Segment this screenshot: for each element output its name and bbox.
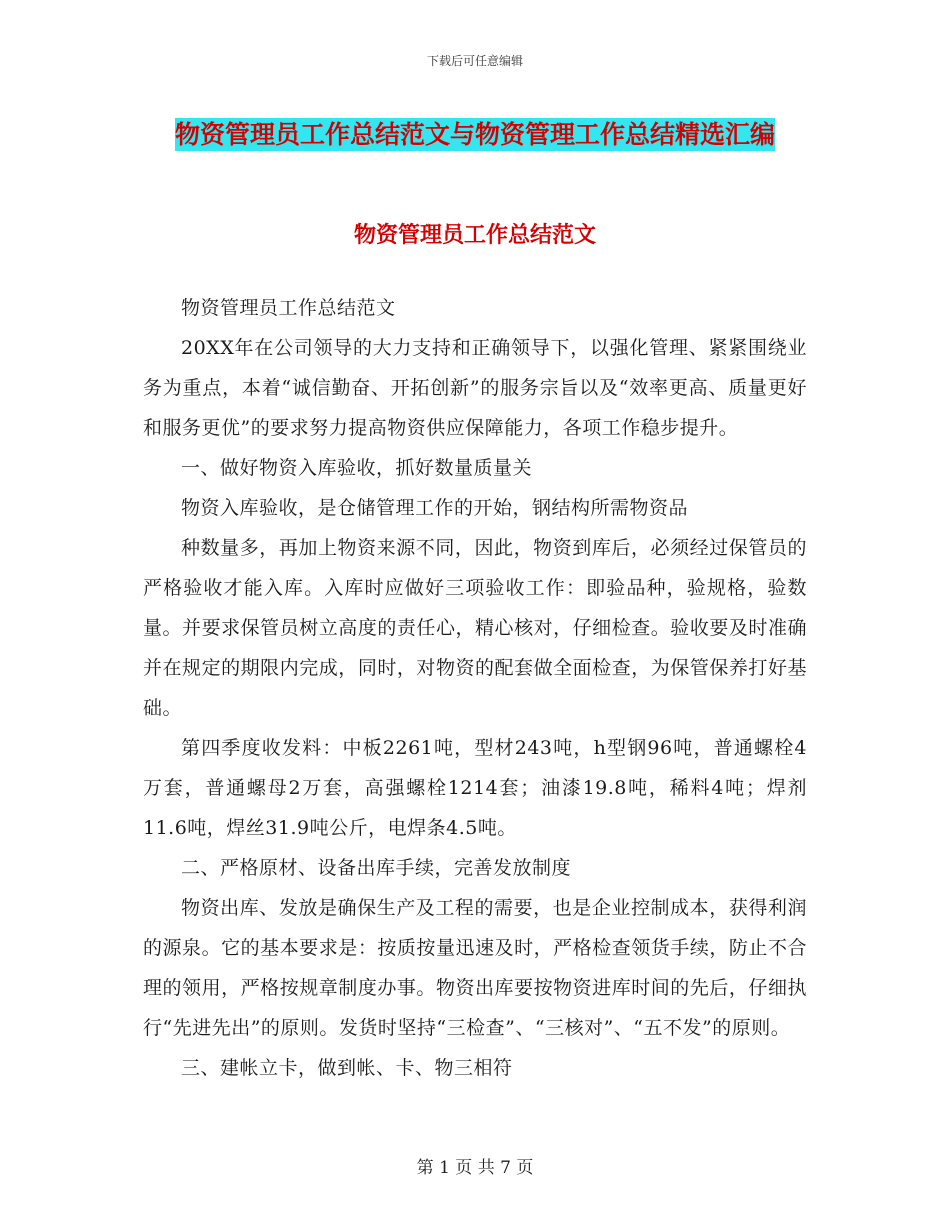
paragraph: 物资入库验收，是仓储管理工作的开始，钢结构所需物资品 <box>181 497 689 519</box>
document-title-text: 物资管理员工作总结范文与物资管理工作总结精选汇编 <box>174 120 775 149</box>
paragraph-heading: 二、严格原材、设备出库手续，完善发放制度 <box>181 857 572 879</box>
page-number: 第 1 页 共 7 页 <box>416 1158 534 1178</box>
paragraph: 20XX年在公司领导的大力支持和正确领导下，以强化管理、紧紧围绕业务为重点，本着“诚信勤奋、开拓创新”的服务宗旨以及“效率更高、质量更好和服务更优”的要求努力提高物资供应保障能力，各项工作稳步提升。 <box>143 337 807 439</box>
header-note: 下载后可任意编辑 <box>426 54 523 68</box>
paragraph: 种数量多，再加上物资来源不同，因此，物资到库后，必须经过保管员的严格验收才能入库。入库时应做好三项验收工作：即验品种，验规格，验数量。并要求保管员树立高度的责任心，精心核对，仔细检查。验收要及时准确并在规定的期限内完成，同时，对物资的配套做全面检查，为保管保养打好基础。 <box>143 537 807 719</box>
document-body <box>143 288 807 1088</box>
paragraph: 物资出库、发放是确保生产及工程的需要，也是企业控制成本，获得利润的源泉。它的基本要求是：按质按量迅速及时，严格检查领货手续，防止不合理的领用，严格按规章制度办事。物资出库要按物资进库时间的先后，仔细执行“先进先出”的原则。发货时坚持“三检查”、“三核对”、“五不发”的原则。 <box>143 897 807 1039</box>
document-title <box>140 110 810 160</box>
paragraph: 第四季度收发料：中板2261吨，型材243吨，h型钢96吨，普通螺栓4万套，普通螺母2万套，高强螺栓1214套；油漆19.8吨，稀料4吨；焊剂11.6吨，焊丝31.9吨公斤，电焊条4.5吨。 <box>143 737 807 839</box>
section-title: 物资管理员工作总结范文 <box>353 223 596 248</box>
paragraph: 物资管理员工作总结范文 <box>181 297 396 319</box>
paragraph-heading: 三、建帐立卡，做到帐、卡、物三相符 <box>181 1057 513 1079</box>
paragraph-heading: 一、做好物资入库验收，抓好数量质量关 <box>181 457 533 479</box>
